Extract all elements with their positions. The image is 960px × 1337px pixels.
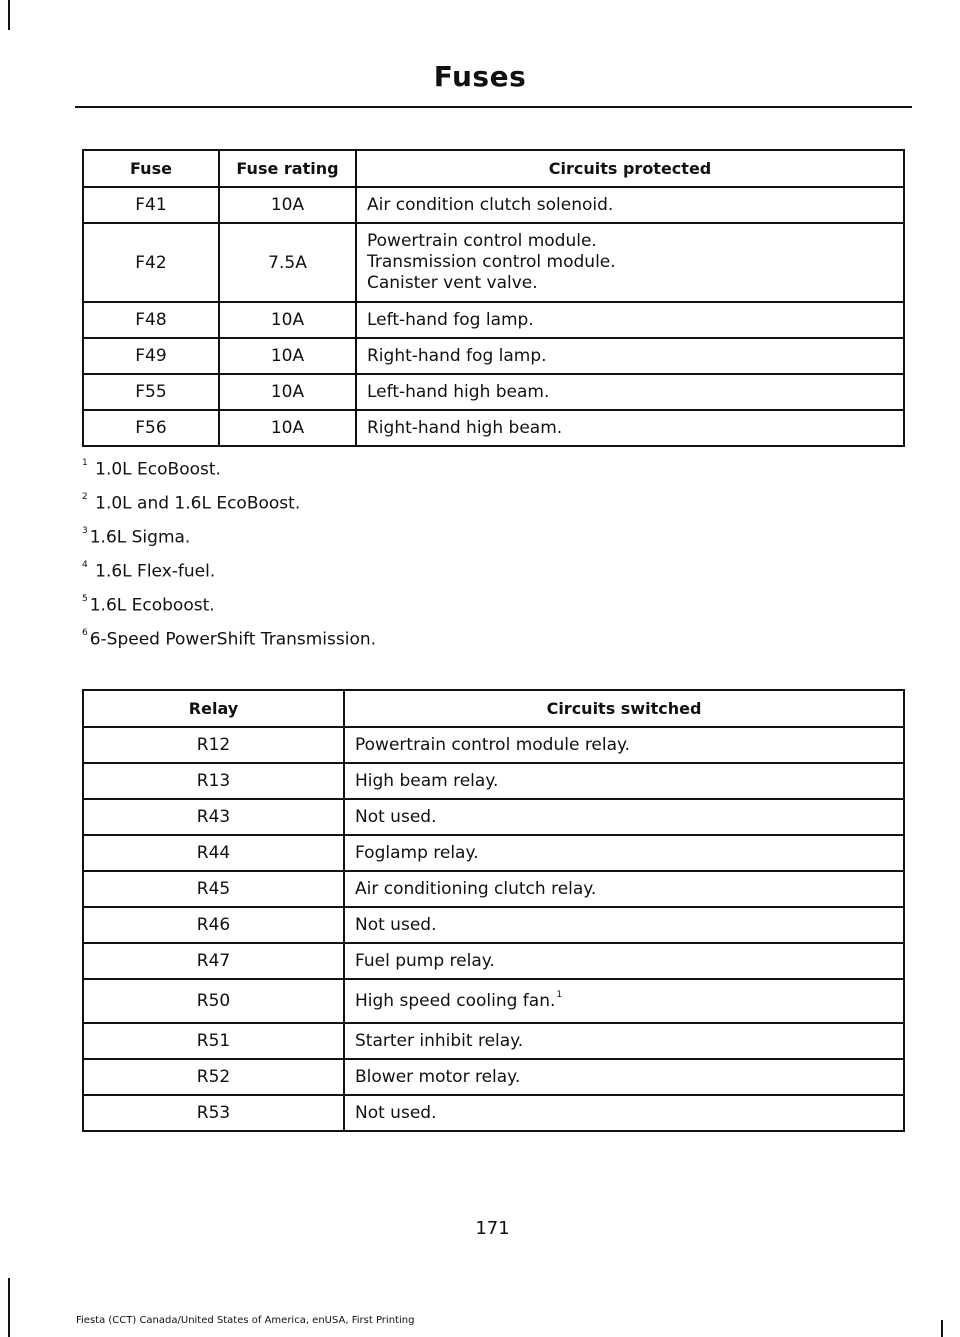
fuse-id: F55	[83, 374, 219, 410]
footnote	[82, 486, 376, 520]
crop-mark-bottom-left	[8, 1278, 10, 1337]
footnote	[82, 520, 376, 554]
footnote-mark: 5	[82, 594, 88, 604]
relay-id: R47	[83, 943, 344, 979]
circuit-line: Canister vent valve.	[367, 273, 538, 293]
relay-id: R12	[83, 727, 344, 763]
relay-circuits: Foglamp relay.	[344, 835, 904, 871]
relay-id: R51	[83, 1023, 344, 1059]
relay-circuits: Not used.	[344, 1095, 904, 1131]
relay-id: R46	[83, 907, 344, 943]
table-row	[83, 943, 904, 979]
relay-circuits: Blower motor relay.	[344, 1059, 904, 1095]
relay-id: R44	[83, 835, 344, 871]
fuse-id: F48	[83, 302, 219, 338]
table-row	[83, 907, 904, 943]
footnote	[82, 554, 376, 588]
table-row	[83, 871, 904, 907]
header-fuse: Fuse	[83, 150, 219, 187]
footnote-mark: 4	[82, 560, 88, 570]
relay-circuits	[344, 979, 904, 1023]
relay-circuits: High beam relay.	[344, 763, 904, 799]
table-row	[83, 223, 904, 302]
relay-id: R45	[83, 871, 344, 907]
table-row	[83, 1095, 904, 1131]
fuse-rating: 10A	[219, 374, 356, 410]
relay-id: R53	[83, 1095, 344, 1131]
fuse-rating: 10A	[219, 410, 356, 446]
fuse-circuits: Left-hand fog lamp.	[356, 302, 904, 338]
footnote-text: 1.6L Flex-fuel.	[89, 561, 216, 582]
header-circuits-protected: Circuits protected	[356, 150, 904, 187]
page-number: 171	[475, 1218, 510, 1239]
header-relay: Relay	[83, 690, 344, 727]
table-row	[83, 410, 904, 446]
footnote	[82, 588, 376, 622]
fuse-rating: 7.5A	[219, 223, 356, 302]
footnote-mark: 1	[556, 990, 563, 1000]
relay-table	[82, 689, 905, 1132]
fuse-table-header	[83, 150, 904, 187]
header-fuse-rating: Fuse rating	[219, 150, 356, 187]
table-row	[83, 1023, 904, 1059]
crop-mark-bottom-right	[941, 1320, 943, 1337]
relay-circuits: Powertrain control module relay.	[344, 727, 904, 763]
fuse-id: F41	[83, 187, 219, 223]
table-row	[83, 187, 904, 223]
fuse-table	[82, 149, 905, 447]
footnotes	[82, 452, 376, 656]
title-rule	[75, 106, 912, 108]
fuse-rating: 10A	[219, 338, 356, 374]
relay-circuits: Not used.	[344, 907, 904, 943]
table-row	[83, 835, 904, 871]
circuit-line: Transmission control module.	[367, 252, 616, 272]
fuse-rating: 10A	[219, 302, 356, 338]
relay-id: R50	[83, 979, 344, 1023]
crop-mark-top-left	[8, 0, 10, 30]
fuse-circuits: Right-hand high beam.	[356, 410, 904, 446]
relay-circuits-text: High speed cooling fan.	[355, 991, 556, 1011]
table-row	[83, 338, 904, 374]
table-row	[83, 979, 904, 1023]
page-title: Fuses	[433, 60, 527, 93]
footnote-mark: 3	[82, 526, 88, 536]
footnote-text: 1.6L Sigma.	[89, 527, 191, 548]
relay-circuits: Air conditioning clutch relay.	[344, 871, 904, 907]
circuit-line: Powertrain control module.	[367, 231, 597, 251]
relay-id: R13	[83, 763, 344, 799]
table-row	[83, 302, 904, 338]
relay-circuits: Fuel pump relay.	[344, 943, 904, 979]
relay-id: R43	[83, 799, 344, 835]
footnote-mark: 2	[82, 492, 88, 502]
relay-circuits: Starter inhibit relay.	[344, 1023, 904, 1059]
table-row	[83, 1059, 904, 1095]
table-row	[83, 763, 904, 799]
table-row	[83, 799, 904, 835]
footnote-text: 6-Speed PowerShift Transmission.	[89, 629, 377, 650]
footnote-text: 1.0L EcoBoost.	[89, 459, 221, 480]
footnote-mark: 1	[82, 458, 88, 468]
fuse-circuits: Air condition clutch solenoid.	[356, 187, 904, 223]
footnote-text: 1.6L Ecoboost.	[89, 595, 215, 616]
fuse-id: F56	[83, 410, 219, 446]
fuse-circuits: Right-hand fog lamp.	[356, 338, 904, 374]
footnote-text: 1.0L and 1.6L EcoBoost.	[89, 493, 301, 514]
footnote	[82, 452, 376, 486]
fuse-circuits	[356, 223, 904, 302]
relay-circuits: Not used.	[344, 799, 904, 835]
fuse-rating: 10A	[219, 187, 356, 223]
fuse-id: F49	[83, 338, 219, 374]
fuse-circuits: Left-hand high beam.	[356, 374, 904, 410]
relay-id: R52	[83, 1059, 344, 1095]
relay-table-header	[83, 690, 904, 727]
header-circuits-switched: Circuits switched	[344, 690, 904, 727]
table-row	[83, 727, 904, 763]
page-footer: Fiesta (CCT) Canada/United States of America, enUSA, First Printing	[76, 1315, 415, 1326]
fuse-id: F42	[83, 223, 219, 302]
footnote	[82, 622, 376, 656]
footnote-mark: 6	[82, 628, 88, 638]
table-row	[83, 374, 904, 410]
